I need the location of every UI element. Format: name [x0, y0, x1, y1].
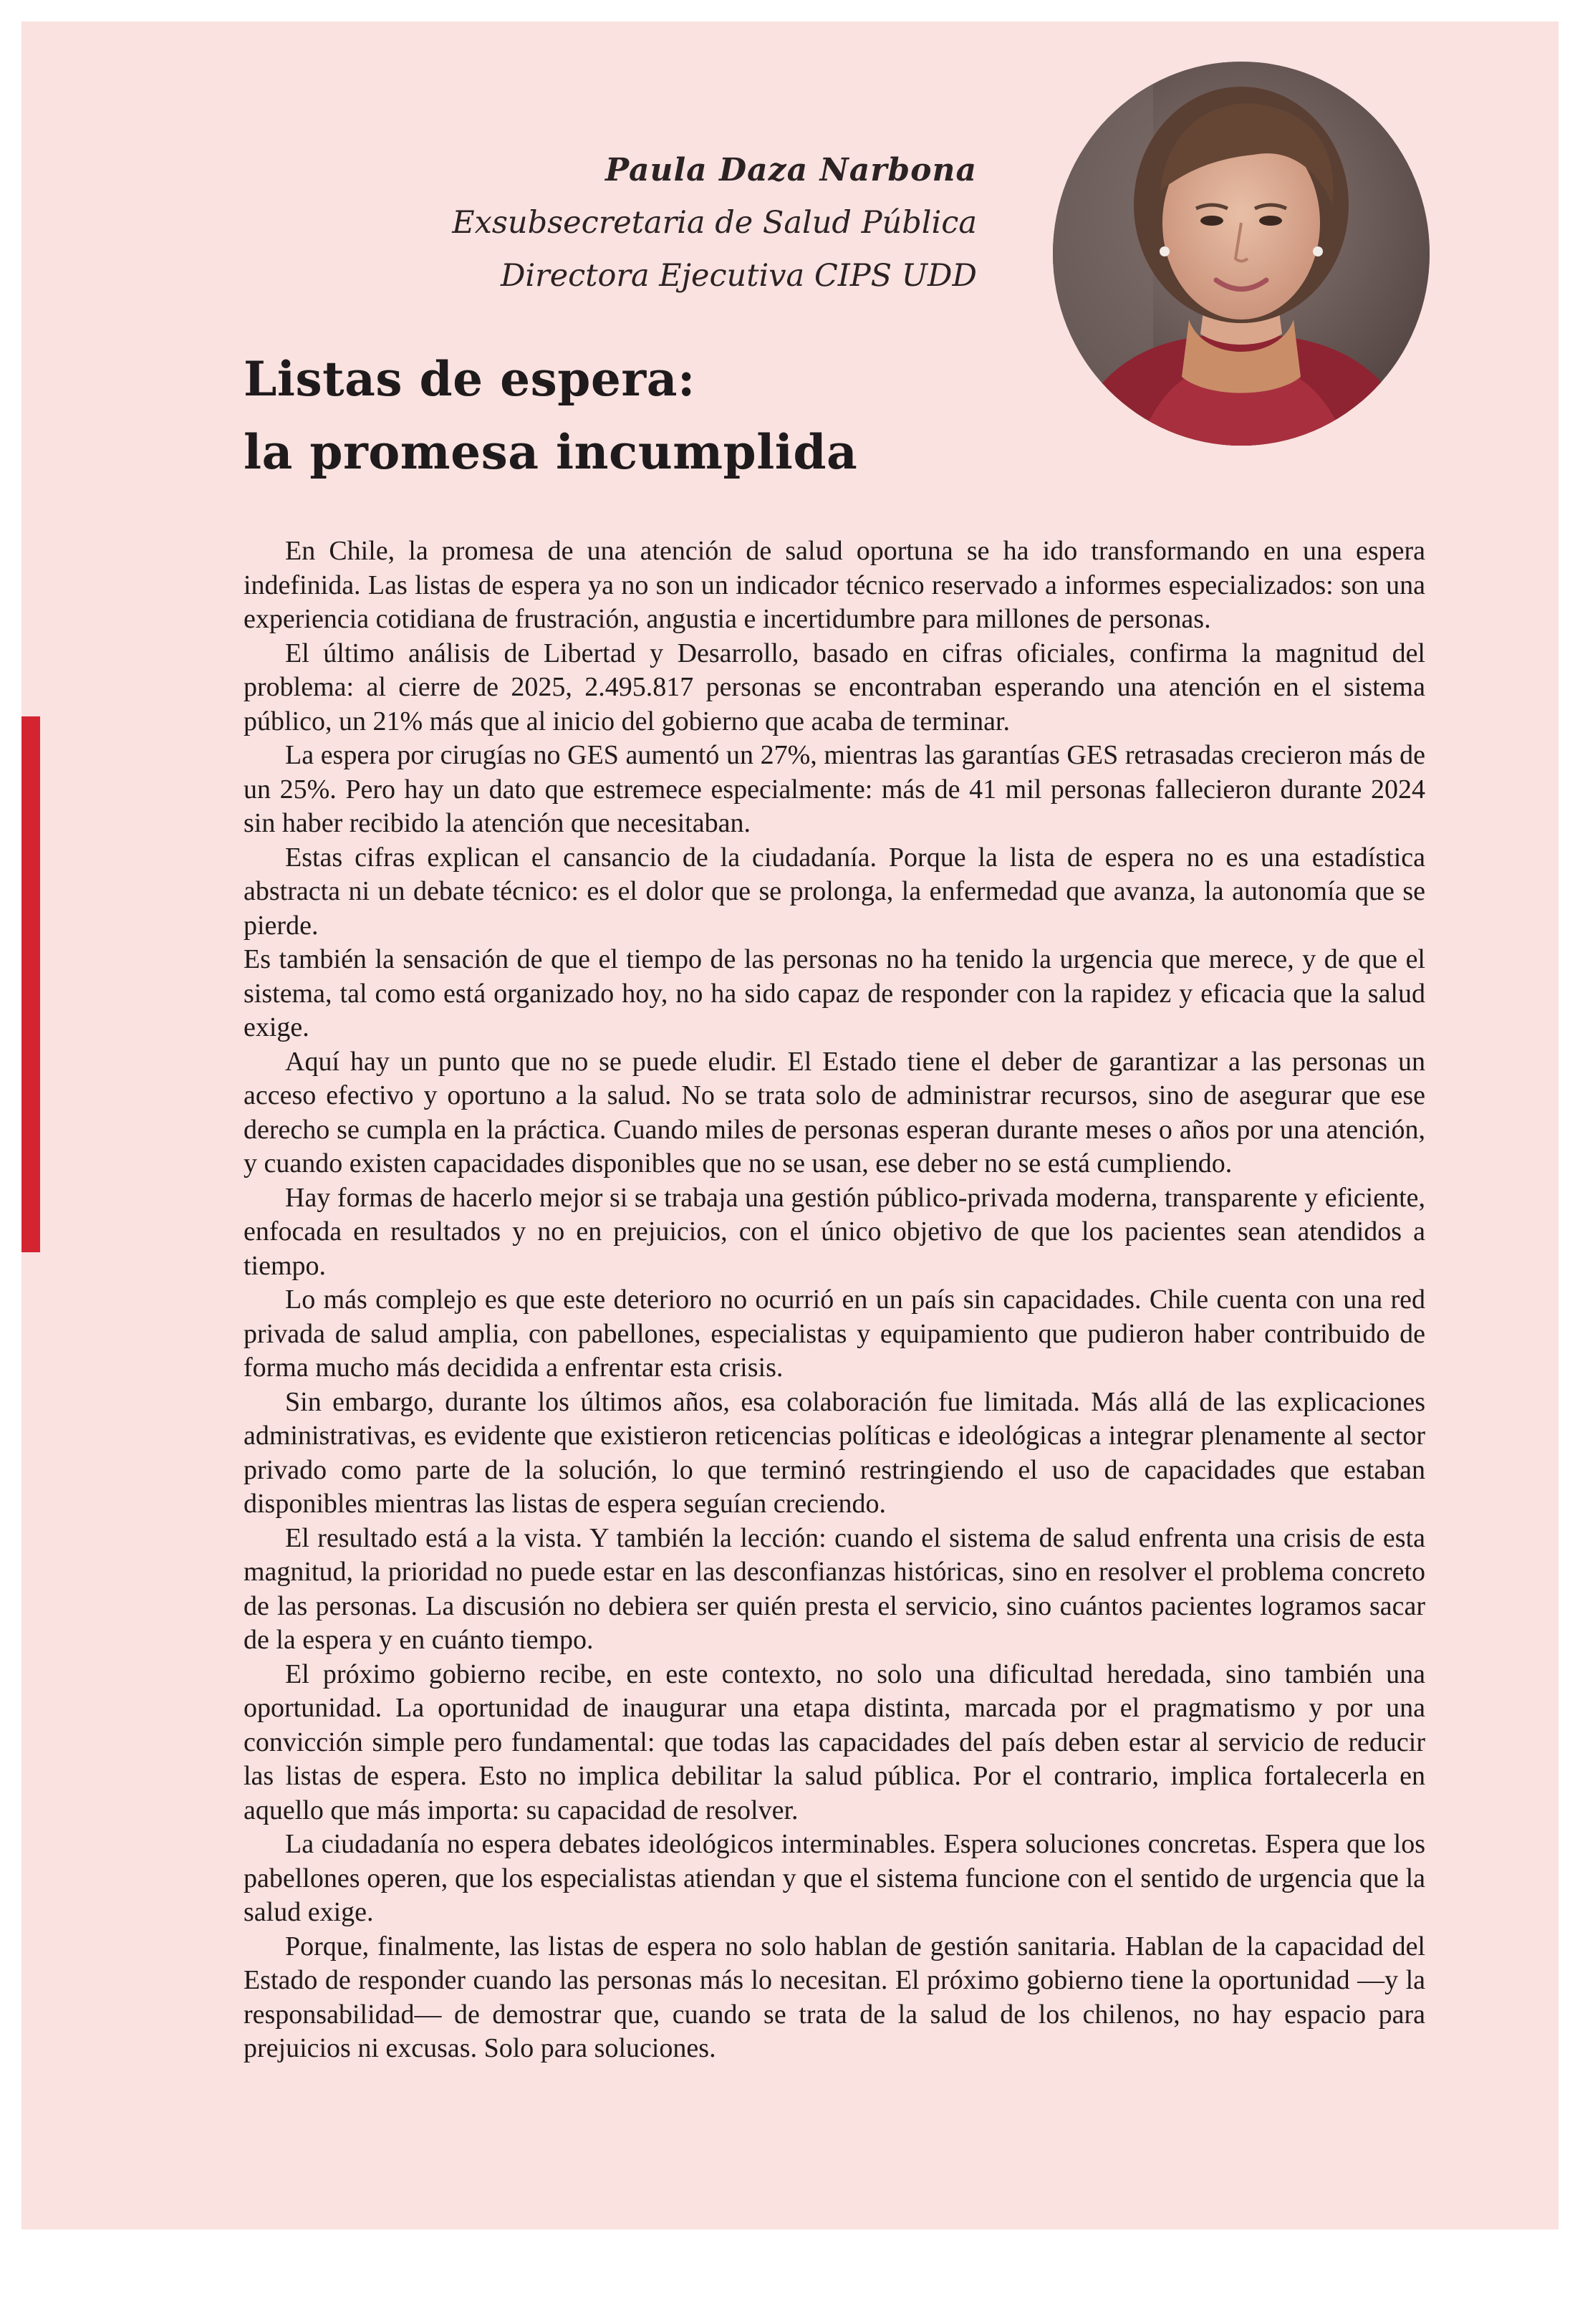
article-paragraph: Es también la sensación de que el tiempo de las personas no ha tenido la urgencia que merece, y de que el sistema, tal como está organizado hoy, no ha sido capaz de responder con la rapidez y eficacia que la salud exige.: [244, 944, 1425, 1042]
author-portrait: [1053, 62, 1430, 446]
author-role-current: Directora Ejecutiva CIPS UDD: [500, 258, 977, 294]
article-paragraph: El último análisis de Libertad y Desarrollo, basado en cifras oficiales, confirma la magnitud del problema: al cierre de 2025, 2.495.817 personas se encontraban esperando una atención en el sistema público, un 21% más que al inicio del gobierno que acaba de terminar.: [244, 638, 1425, 736]
article-paragraph: La ciudadanía no espera debates ideológicos interminables. Espera soluciones concretas. Espera que los pabellones operen, que los especialistas atiendan y que el sistema funcione con el sentido de urgencia que la salud exige.: [244, 1829, 1425, 1927]
article-paragraph: El próximo gobierno recibe, en este contexto, no solo una dificultad heredada, sino también una oportunidad. La oportunidad de inaugurar una etapa distinta, marcada por el pragmatismo y por una convicción simple pero fundamental: que todas las capacidades del país deben estar al servicio de reducir las listas de espera. Esto no implica debilitar la salud pública. Por el contrario, implica fortalecerla en aquello que más importa: su capacidad de resolver.: [244, 1658, 1425, 1825]
article-title-line-1: Listas de espera:: [244, 351, 695, 407]
article-paragraph: La espera por cirugías no GES aumentó un 27%, mientras las garantías GES retrasadas crecieron más de un 25%. Pero hay un dato que estremece especialmente: más de 41 mil personas fallecieron durante 2024 sin haber recibido la atención que necesitaban.: [244, 740, 1425, 838]
article-title-line-2: la promesa incumplida: [244, 424, 858, 480]
author-name: Paula Daza Narbona: [605, 152, 977, 188]
article-paragraph: Lo más complejo es que este deterioro no ocurrió en un país sin capacidades. Chile cuenta con una red privada de salud amplia, con pabellones, especialistas y equipamiento que pudieron haber contribuido de forma mucho más decidida a enfrentar esta crisis.: [244, 1285, 1425, 1383]
article-paragraph: El resultado está a la vista. Y también la lección: cuando el sistema de salud enfrenta una crisis de esta magnitud, la prioridad no puede estar en las desconfianzas históricas, sino en resolver el problema concreto de las personas. La discusión no debiera ser quién presta el servicio, sino cuántos pacientes logramos sacar de la espera y en cuánto tiempo.: [244, 1522, 1425, 1655]
article-paragraph: En Chile, la promesa de una atención de salud oportuna se ha ido transformando en una espera indefinida. Las listas de espera ya no son un indicador técnico reservado a informes especializados: son una experiencia cotidiana de frustración, angustia e incertidumbre para millones de personas.: [244, 536, 1425, 634]
article-page: [21, 21, 1559, 2229]
article-body: [244, 534, 1425, 2066]
article-paragraph: Aquí hay un punto que no se puede eludir. El Estado tiene el deber de garantizar a las personas un acceso efectivo y oportuno a la salud. No se trata solo de administrar recursos, sino de asegurar que ese derecho se cumpla en la práctica. Cuando miles de personas esperan durante meses o años por una atención, y cuando existen capacidades disponibles que no se usan, ese deber no se está cumpliendo.: [244, 1046, 1425, 1178]
article-title: [244, 342, 857, 489]
accent-bar: [21, 716, 40, 1252]
author-role-former: Exsubsecretaria de Salud Pública: [452, 205, 977, 241]
author-portrait-illustration: [1053, 62, 1430, 446]
article-paragraph: Hay formas de hacerlo mejor si se trabaja una gestión público-privada moderna, transparente y eficiente, enfocada en resultados y no en prejuicios, con el único objetivo de que los pacientes sean atendidos a tiempo.: [244, 1182, 1425, 1281]
article-paragraph: Sin embargo, durante los últimos años, esa colaboración fue limitada. Más allá de las explicaciones administrativas, es evidente que existieron reticencias políticas e ideológicas a integrar plenamente al sector privado como parte de la solución, lo que terminó restringiendo el uso de capacidades que estaban disponibles mientras las listas de espera seguían creciendo.: [244, 1386, 1425, 1519]
article-paragraph: Porque, finalmente, las listas de espera no solo hablan de gestión sanitaria. Hablan de la capacidad del Estado de responder cuando las personas más lo necesitan. El próximo gobierno tiene la oportunidad —y la responsabilidad— de demostrar que, cuando se trata de la salud de los chilenos, no hay espacio para prejuicios ni excusas. Solo para soluciones.: [244, 1931, 1425, 2063]
article-paragraph: Estas cifras explican el cansancio de la ciudadanía. Porque la lista de espera no es una estadística abstracta ni un debate técnico: es el dolor que se prolonga, la enfermedad que avanza, la autonomía que se pierde.: [244, 842, 1425, 941]
author-byline: [452, 145, 977, 302]
